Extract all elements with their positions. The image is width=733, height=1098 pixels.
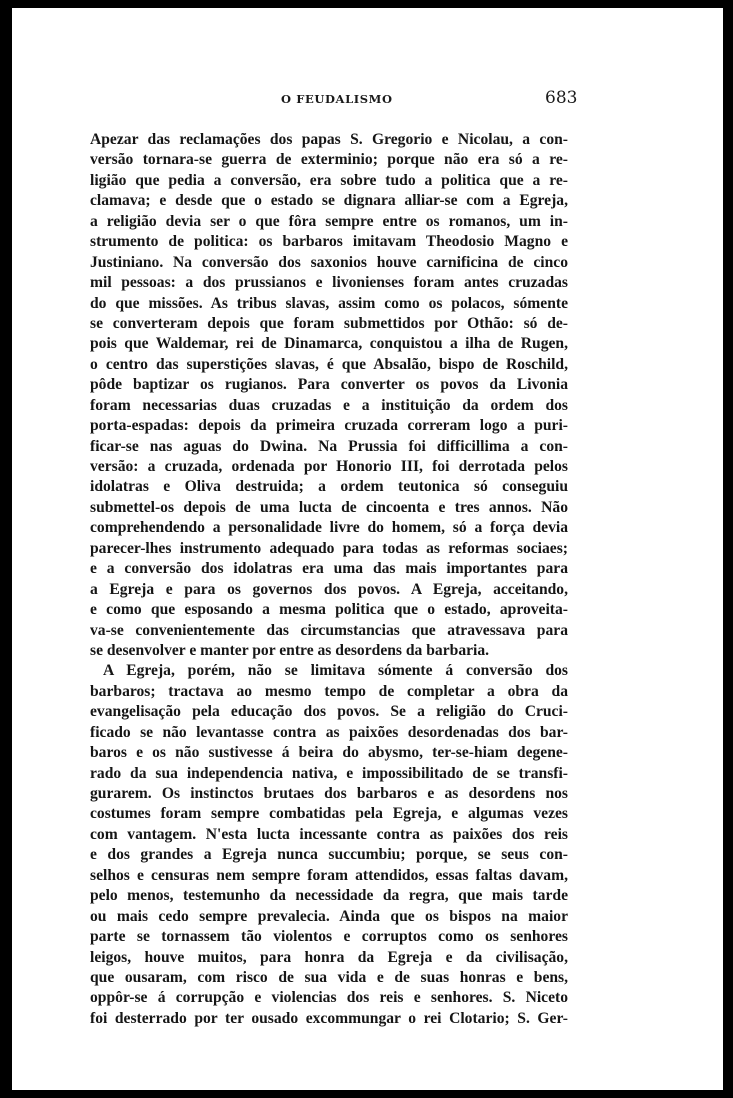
text-line: ficar-se nas aguas do Dwina. Na Prussia foi difficillima a con- xyxy=(90,437,568,455)
running-title: O FEUDALISMO xyxy=(281,92,393,106)
paragraph xyxy=(90,130,568,661)
text-line: a Egreja e para os governos dos povos. A Egreja, acceitando, xyxy=(90,580,568,598)
text-line: se desenvolver e manter por entre as desordens da barbaria. xyxy=(90,641,490,659)
paragraph xyxy=(90,661,568,1029)
text-line: que ousaram, com risco de sua vida e de suas honras e bens, xyxy=(90,968,568,986)
text-line: va-se convenientemente das circumstancias que atravessava para xyxy=(90,621,568,639)
text-line: versão: a cruzada, ordenada por Honorio III, foi derrotada pelos xyxy=(90,458,568,475)
text-line: foram necessarias duas cruzadas e a instituição da ordem dos xyxy=(90,396,568,414)
text-line: pois que Waldemar, rei de Dinamarca, conquistou a ilha de Rugen, xyxy=(90,335,568,353)
text-line: A Egreja, porém, não se limitava sómente á conversão dos xyxy=(103,662,568,680)
text-line: evangelisação pela educação dos povos. Se a religião do Cruci- xyxy=(90,703,568,721)
page-number: 683 xyxy=(545,88,578,108)
text-line: pelo menos, testemunho da necessidade da regra, que mais tarde xyxy=(90,887,568,905)
text-line: Apezar das reclamações dos papas S. Gregorio e Nicolau, a con- xyxy=(90,131,568,148)
text-line: baros e os não sustivesse á beira do abysmo, ter-se-hiam degene- xyxy=(90,744,568,762)
text-line: com vantagem. N'esta lucta incessante contra as paixões dos reis xyxy=(90,825,568,843)
text-line: a religião devia ser o que fôra sempre entre os romanos, um in- xyxy=(90,212,568,230)
text-line: comprehendendo a personalidade livre do homem, só a força devia xyxy=(90,519,568,537)
text-line: o centro das superstições slavas, é que Absalão, bispo de Roschild, xyxy=(90,355,568,373)
text-line: se converteram depois que foram submettidos por Othão: só de- xyxy=(90,314,568,332)
text-line: oppôr-se á corrupção e violencias dos reis e senhores. S. Niceto xyxy=(90,989,568,1007)
text-line: submettel-os depois de uma lucta de cincoenta e tres annos. Não xyxy=(90,498,568,516)
text-line: pôde baptizar os rugianos. Para converter os povos da Livonia xyxy=(90,376,568,394)
text-line: idolatras e Oliva destruida; a ordem teutonica só conseguiu xyxy=(90,478,568,496)
text-line: e como que esposando a mesma politica que o estado, aproveita- xyxy=(90,601,568,619)
text-line: ou mais cedo sempre prevalecia. Ainda que os bispos na maior xyxy=(90,907,568,925)
text-line: do que missões. As tribus slavas, assim como os polacos, sómente xyxy=(90,294,568,312)
text-line: foi desterrado por ter ousado excommungar o rei Clotario; S. Ger- xyxy=(90,1009,568,1027)
text-line: selhos e censuras nem sempre foram attendidos, essas faltas davam, xyxy=(90,866,568,884)
text-line: strumento de politica: os barbaros imitavam Theodosio Magno e xyxy=(90,233,568,251)
text-line: parecer-lhes instrumento adequado para todas as reformas sociaes; xyxy=(90,539,568,557)
page-header xyxy=(0,88,733,114)
body-text xyxy=(90,130,568,1029)
text-line: versão tornara-se guerra de exterminio; porque não era só a re- xyxy=(90,151,568,169)
text-line: porta-espadas: depois da primeira cruzada correram logo a puri- xyxy=(90,417,568,435)
text-line: rado da sua independencia nativa, e impossibilitado de se transfi- xyxy=(90,764,568,782)
text-line: Justiniano. Na conversão dos saxonios houve carnificina de cinco xyxy=(90,253,568,271)
text-line: mil pessoas: a dos prussianos e livonienses foram antes cruzadas xyxy=(90,274,568,292)
text-line: parte se tornassem tão violentos e corruptos como os senhores xyxy=(90,928,568,946)
text-line: costumes foram sempre combatidas pela Egreja, e algumas vezes xyxy=(90,805,568,823)
text-line: barbaros; tractava ao mesmo tempo de completar a obra da xyxy=(90,682,568,700)
text-line: clamava; e desde que o estado se dignara alliar-se com a Egreja, xyxy=(90,192,568,210)
text-line: gurarem. Os instinctos brutaes dos barbaros e as desordens nos xyxy=(90,785,568,802)
text-line: ficado se não levantasse contra as paixões desordenadas dos bar- xyxy=(90,723,568,741)
text-line: e a conversão dos idolatras era uma das mais importantes para xyxy=(90,560,568,578)
text-line: e dos grandes a Egreja nunca succumbiu; porque, se seus con- xyxy=(90,846,568,864)
text-line: ligião que pedia a conversão, era sobre tudo a politica que a re- xyxy=(90,171,568,189)
text-line: leigos, houve muitos, para honra da Egreja e da civilisação, xyxy=(90,948,568,966)
